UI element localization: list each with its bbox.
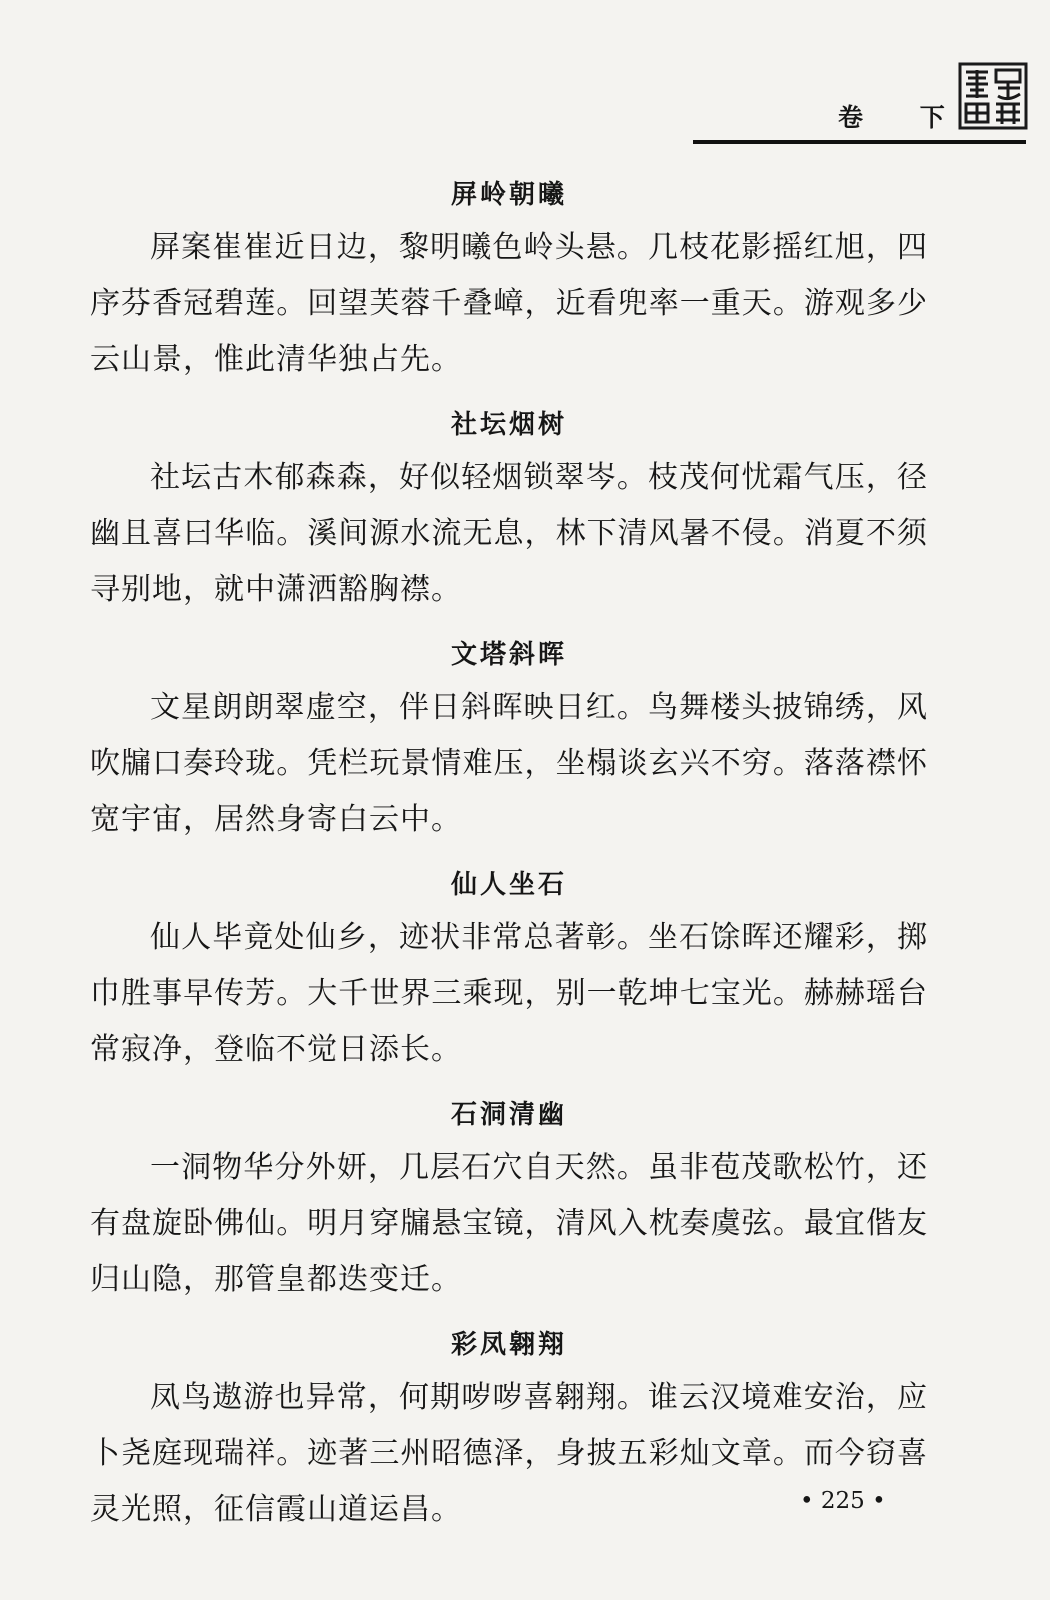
poem — [90, 860, 928, 1078]
poem — [90, 170, 928, 388]
poem-body: 仙人毕竟处仙乡，迹状非常总著彰。坐石馀晖还耀彩，掷巾胜事早传芳。大千世界三乘现，别一乾坤七宝光。赫赫瑶台常寂净，登临不觉日添长。 — [90, 920, 928, 1067]
poem-title: 社坛烟树 — [450, 410, 567, 440]
poem-body: 屏案崔崔近日边，黎明曦色岭头悬。几枝花影摇红旭，四序芬香冠碧莲。回望芙蓉千叠嶂，近看兜率一重天。游观多少云山景，惟此清华独占先。 — [90, 230, 928, 377]
poem-body: 社坛古木郁森森，好似轻烟锁翠岑。枝茂何忧霜气压，径幽且喜曰华临。溪间源水流无息，林下清风暑不侵。消夏不须寻别地，就中潇洒豁胸襟。 — [90, 460, 928, 607]
poem-body: 文星朗朗翠虚空，伴日斜晖映日红。鸟舞楼头披锦绣，风吹牖口奏玲珑。凭栏玩景情难压，坐榻谈玄兴不穷。落落襟怀宽宇宙，居然身寄白云中。 — [90, 690, 928, 837]
poem-title: 仙人坐石 — [450, 870, 567, 900]
poem — [90, 400, 928, 618]
poem-body: 一洞物华分外妍，几层石穴自天然。虽非苞茂歌松竹，还有盘旋卧佛仙。明月穿牖悬宝镜，清风入枕奏虞弦。最宜偕友归山隐，那管皇都迭变迁。 — [90, 1150, 928, 1297]
poem-list — [90, 170, 928, 1550]
poem-title: 彩凤翱翔 — [450, 1330, 567, 1360]
header-rule — [693, 140, 1026, 144]
seal-stamp-icon — [958, 62, 1028, 130]
page-number: • 225 • — [800, 1488, 886, 1514]
poem-title: 石洞清幽 — [450, 1100, 567, 1130]
poem — [90, 1090, 928, 1308]
poem-body: 凤鸟遨游也异常，何期哕哕喜翱翔。谁云汉境难安治，应卜尧庭现瑞祥。迹著三州昭德泽，身披五彩灿文章。而今窃喜灵光照，征信霞山道运昌。 — [90, 1380, 928, 1527]
poem-title: 屏岭朝曦 — [450, 180, 567, 210]
running-header: 卷 下 — [838, 103, 969, 132]
poem-title: 文塔斜晖 — [450, 640, 567, 670]
poem — [90, 630, 928, 848]
